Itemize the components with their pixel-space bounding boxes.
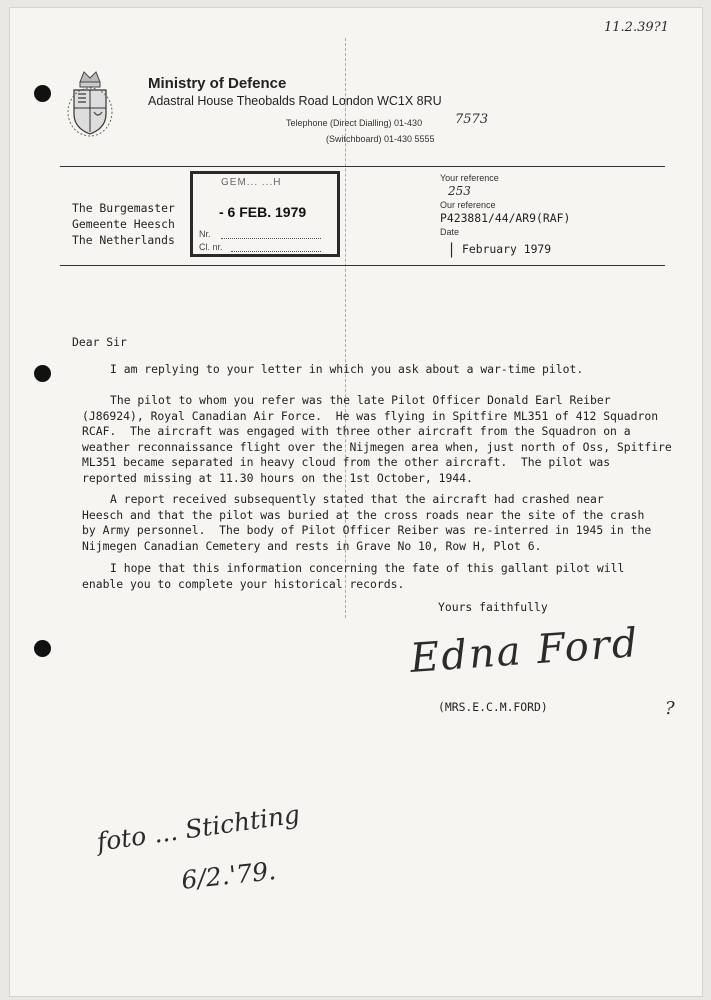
received-stamp <box>190 171 340 257</box>
punch-hole <box>34 365 51 382</box>
paragraph-line: weather reconnaissance flight over the Nijmegen area when, just north of Oss, Spitfire <box>82 439 672 454</box>
ministry-name: Ministry of Defence <box>148 75 287 92</box>
paragraph <box>82 362 710 378</box>
letter-page <box>10 8 702 996</box>
ministry-address: Adastral House Theobalds Road London WC1X 8RU <box>148 94 442 108</box>
stamp-class-number: Cl. nr. <box>199 242 223 252</box>
paragraph-line: Heesch and that the pilot was buried at the cross roads near the site of the crash <box>82 507 645 522</box>
our-reference: P423881/44/AR9(RAF) <box>440 211 571 225</box>
punch-hole <box>34 85 51 102</box>
stamp-number: Nr. <box>199 229 211 239</box>
paragraph-line: Nijmegen Canadian Cemetery and rests in Grave No 10, Row H, Plot 6. <box>82 538 542 553</box>
your-reference: 253 <box>448 184 471 198</box>
handwritten-note-date: 6/2.'79. <box>180 856 278 895</box>
letter-date: February 1979 <box>462 242 552 256</box>
stamp-underline <box>231 242 321 252</box>
stamp-date: - 6 FEB. 1979 <box>219 204 307 220</box>
handwritten-note: foto ... Stichting <box>95 799 302 857</box>
paragraph-line: by Army personnel. The body of Pilot Officer Reiber was re-interred in 1945 in the <box>82 523 652 537</box>
paragraph-line: (J86924), Royal Canadian Air Force. He was flying in Spitfire ML351 of 412 Squadron <box>82 408 659 423</box>
your-reference-label: Your reference <box>440 173 499 183</box>
punch-hole <box>34 640 51 657</box>
paragraph-line: The pilot to whom you refer was the late Pilot Officer Donald Earl Reiber <box>110 393 611 407</box>
paragraph-line: A report received subsequently stated that the aircraft had crashed near <box>110 492 604 506</box>
signature: Edna Ford <box>408 620 641 682</box>
paragraph-line: I hope that this information concerning the fate of this gallant pilot will <box>110 561 625 575</box>
paragraph-line: RCAF. The aircraft was engaged with three other aircraft from the Squadron on a <box>82 424 631 438</box>
date-day: | <box>449 240 455 258</box>
paragraph-line: enable you to complete your historical records. <box>82 576 405 591</box>
telephone-label: Telephone (Direct Dialling) 01-430 <box>286 118 423 128</box>
paragraph <box>82 561 682 592</box>
royal-crest-icon <box>66 68 114 142</box>
stamp-underline <box>221 229 321 239</box>
salutation: Dear Sir <box>72 335 127 349</box>
telephone-extension: 7573 <box>455 112 489 127</box>
signatory-name: (MRS.E.C.M.FORD) <box>438 700 548 714</box>
paragraph-line: reported missing at 11.30 hours on the 1st October, 1944. <box>82 470 473 485</box>
header-rule <box>60 265 665 266</box>
recipient-line: The Netherlands <box>72 233 175 247</box>
recipient-line: Gemeente Heesch <box>72 217 175 231</box>
our-reference-label: Our reference <box>440 200 496 210</box>
paragraph <box>82 393 682 486</box>
date-label: Date <box>440 227 460 237</box>
paragraph-line: ML351 became separated in heavy cloud from the other aircraft. The pilot was <box>82 455 611 469</box>
switchboard-label: (Switchboard) 01-430 5555 <box>326 134 435 144</box>
recipient-line: The Burgemaster <box>72 201 175 215</box>
header-rule <box>60 166 665 167</box>
paragraph-line: I am replying to your letter in which you ask about a war-time pilot. <box>110 362 584 376</box>
archive-reference: 11.2.39?1 <box>604 20 669 35</box>
margin-mark: ? <box>665 698 675 719</box>
paragraph <box>82 492 682 554</box>
stamp-header: GEM... ...H <box>221 177 282 188</box>
closing: Yours faithfully <box>438 600 548 614</box>
